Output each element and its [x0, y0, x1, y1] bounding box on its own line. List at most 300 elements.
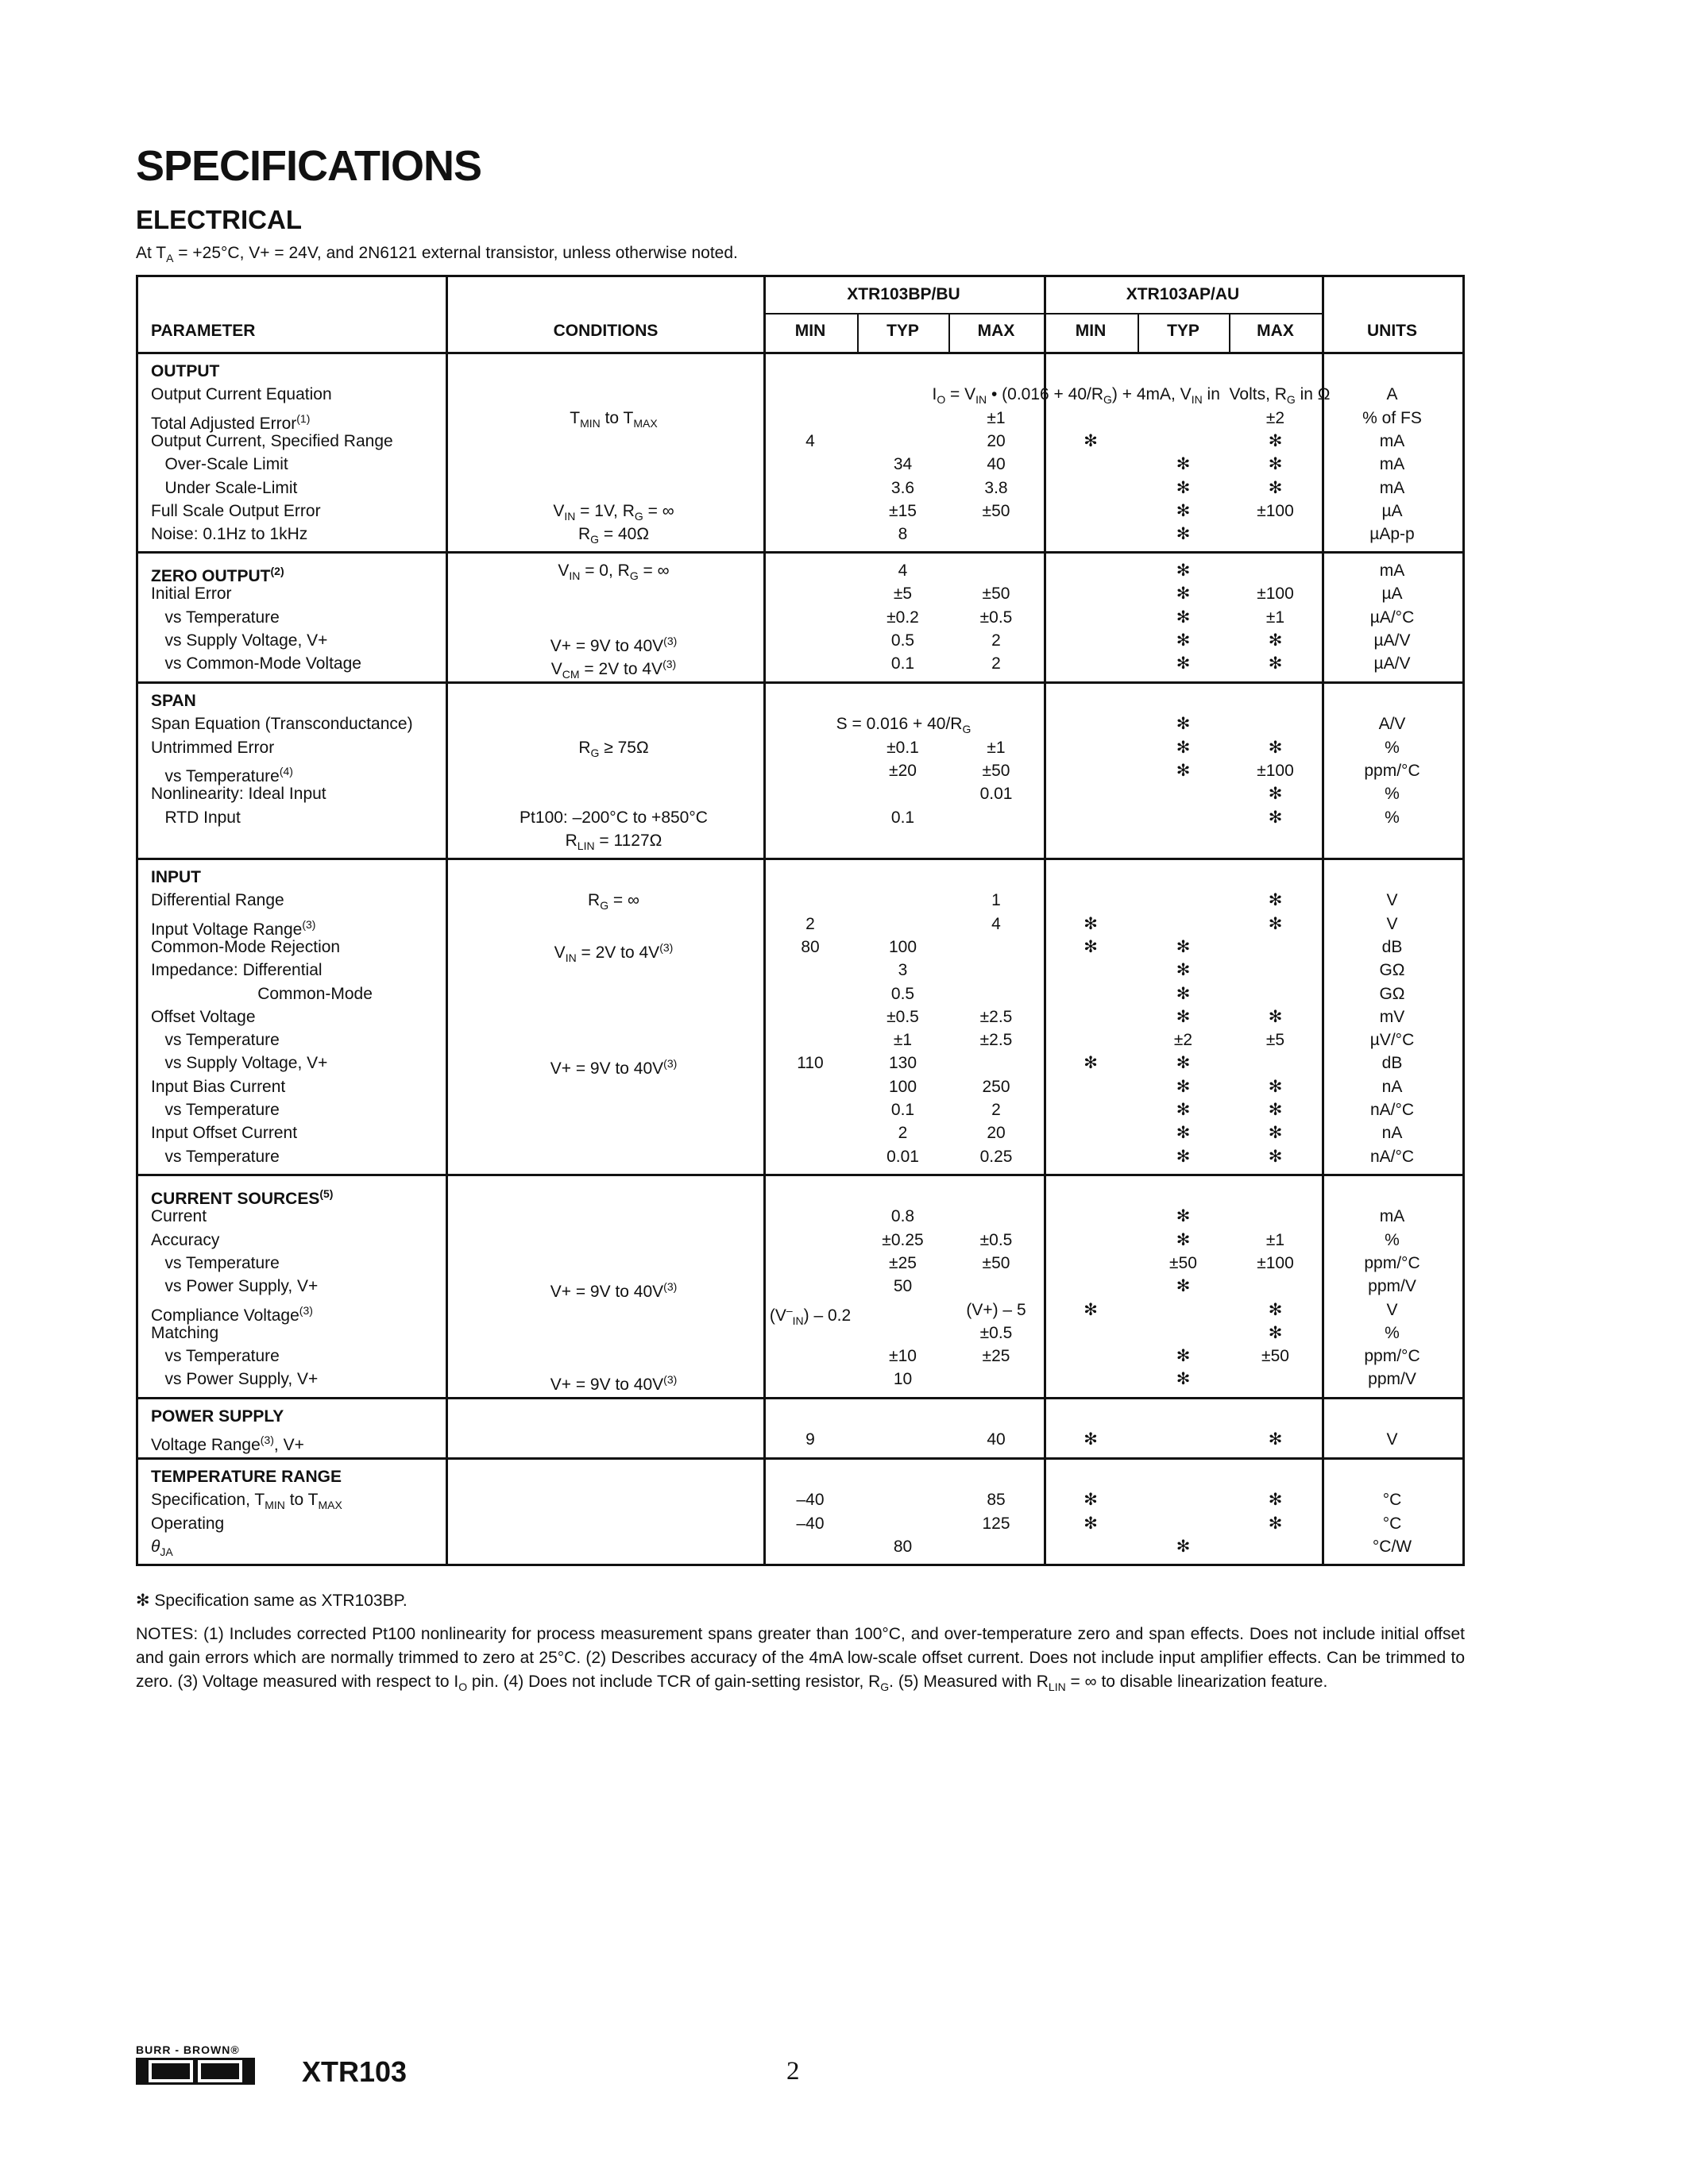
- table-row: [138, 1028, 1462, 1052]
- units-cell: V: [1386, 1301, 1398, 1319]
- value-cell: ✻: [1176, 1078, 1191, 1096]
- parameter-cell: vs Common-Mode Voltage: [151, 654, 361, 673]
- conditions-cell: $R_G$ = ∞: [588, 891, 639, 913]
- parameter-cell: CURRENT SOURCES$^{(5)}$: [151, 1187, 334, 1208]
- parameter-cell: Impedance: Differential: [151, 961, 323, 979]
- conditions-cell: $V_{IN} = 1V$, $R_G$ = ∞: [553, 502, 674, 523]
- value-cell: 100: [888, 1078, 917, 1096]
- table-row: [138, 1121, 1462, 1145]
- units-cell: µA/V: [1373, 631, 1411, 650]
- units-cell: A/V: [1378, 715, 1406, 733]
- parameter-cell: vs Temperature: [151, 1347, 280, 1365]
- value-cell: 0.8: [890, 1207, 915, 1225]
- col-header-parameter: PARAMETER: [151, 322, 256, 340]
- value-cell: 1: [991, 891, 1001, 909]
- bb-logo-icon: [136, 2058, 255, 2085]
- table-header: [138, 277, 1462, 354]
- value-cell: ✻: [1083, 432, 1098, 450]
- conditions-cell: V+ = 9V to $40V^{(3)}$: [550, 1280, 678, 1301]
- value-cell: ±2.5: [979, 1008, 1013, 1026]
- table-row: [138, 407, 1462, 433]
- parameter-cell: Common-Mode Rejection: [151, 938, 341, 956]
- parameter-cell: vs Temperature$^{(4)}$: [151, 765, 293, 785]
- value-cell: 2: [898, 1124, 908, 1142]
- parameter-cell: Compliance Voltage$^{(3)}$: [151, 1304, 313, 1325]
- value-cell: ✻: [1176, 1008, 1191, 1026]
- units-cell: mA: [1379, 455, 1405, 473]
- value-cell: ✻: [1176, 1207, 1191, 1225]
- value-cell: ✻: [1176, 1370, 1191, 1388]
- value-cell: ✻: [1176, 585, 1191, 603]
- value-cell: ✻: [1176, 715, 1191, 733]
- value-cell: ✻: [1083, 1301, 1098, 1319]
- value-cell: ✻: [1268, 1148, 1283, 1166]
- parameter-cell: vs Temperature: [151, 1148, 280, 1166]
- units-cell: ppm/°C: [1364, 762, 1420, 780]
- parameter-cell: Current: [151, 1207, 207, 1225]
- units-cell: A: [1386, 385, 1398, 403]
- units-cell: °C/W: [1372, 1538, 1412, 1556]
- units-cell: mA: [1379, 561, 1405, 580]
- units-cell: %: [1385, 1324, 1400, 1342]
- conditions-cell: $T_{MIN}$ to $T_{MAX}$: [570, 409, 658, 430]
- table-row: [138, 1428, 1462, 1452]
- table-row: [138, 736, 1462, 760]
- parameter-cell: Output Current, Specified Range: [151, 432, 393, 450]
- parameter-cell: vs Temperature: [151, 1254, 280, 1272]
- value-cell: 0.1: [890, 1101, 915, 1119]
- units-cell: %: [1385, 785, 1400, 803]
- parameter-cell: Matching: [151, 1324, 219, 1342]
- parameter-cell: Operating: [151, 1515, 225, 1533]
- conditions-cell: V+ = 9V to $40V^{(3)}$: [550, 1373, 678, 1394]
- table-row: [138, 523, 1462, 546]
- col-header-conditions: CONDITIONS: [553, 322, 659, 340]
- value-cell: 100: [888, 938, 917, 956]
- col-header-typ: TYP: [886, 322, 919, 340]
- parameter-cell: Input Offset Current: [151, 1124, 298, 1142]
- table-row: [138, 606, 1462, 630]
- table-section: [138, 1399, 1462, 1460]
- part-number: XTR103: [302, 2055, 408, 2088]
- units-cell: % of FS: [1362, 409, 1422, 427]
- table-row: [138, 782, 1462, 806]
- parameter-cell: vs Supply Voltage, V+: [151, 1054, 328, 1072]
- units-cell: µA/V: [1373, 654, 1411, 673]
- table-row: [138, 866, 1462, 889]
- table-row: [138, 959, 1462, 982]
- units-cell: °C: [1382, 1491, 1402, 1509]
- units-cell: µA/°C: [1369, 608, 1415, 627]
- table-row: [138, 829, 1462, 853]
- units-cell: %: [1385, 808, 1400, 827]
- units-cell: GΩ: [1379, 961, 1405, 979]
- table-section: [138, 354, 1462, 554]
- parameter-cell: vs Temperature: [151, 1031, 280, 1049]
- parameter-cell: POWER SUPPLY: [151, 1407, 284, 1426]
- table-row: [138, 913, 1462, 939]
- value-cell: ±100: [1257, 762, 1294, 780]
- value-cell: ✻: [1176, 1231, 1191, 1249]
- footnote: ✻ Specification same as XTR103BP.: [136, 1592, 408, 1610]
- value-cell: ✻: [1083, 1430, 1098, 1449]
- parameter-cell: Noise: 0.1Hz to 1kHz: [151, 525, 308, 543]
- table-row: [138, 652, 1462, 681]
- value-cell: ±1: [1265, 1231, 1285, 1249]
- parameter-cell: Nonlinearity: Ideal Input: [151, 785, 326, 803]
- value-cell: 2: [991, 1101, 1001, 1119]
- conditions-cell: $R_G = 40\Omega$: [577, 525, 650, 546]
- table-row: [138, 1405, 1462, 1429]
- parameter-cell: Differential Range: [151, 891, 284, 909]
- value-cell: 0.5: [890, 631, 915, 650]
- parameter-cell: Full Scale Output Error: [151, 502, 321, 520]
- table-row: [138, 689, 1462, 713]
- parameter-cell: Specification, $T_{MIN}$ to $T_{MAX}$: [151, 1491, 342, 1512]
- value-cell: ±100: [1257, 585, 1294, 603]
- value-cell: 3.8: [984, 479, 1008, 497]
- value-cell: 2: [991, 631, 1001, 650]
- parameter-cell: Untrimmed Error: [151, 739, 275, 757]
- parameter-cell: Over-Scale Limit: [151, 455, 288, 473]
- value-cell: ✻: [1176, 525, 1191, 543]
- value-cell: ✻: [1176, 762, 1191, 780]
- units-cell: µV/°C: [1369, 1031, 1415, 1049]
- section-subtitle: ELECTRICAL: [136, 205, 302, 234]
- parameter-cell: Input Voltage Range$^{(3)}$: [151, 918, 316, 939]
- value-cell: 4: [898, 561, 908, 580]
- col-header-units: UNITS: [1367, 322, 1417, 340]
- table-row: [138, 759, 1462, 783]
- value-cell: ✻: [1268, 1430, 1283, 1449]
- conditions-cell: V+ = 9V to $40V^{(3)}$: [550, 1057, 678, 1078]
- value-cell: 3: [898, 961, 908, 979]
- units-cell: dB: [1381, 1054, 1403, 1072]
- value-cell: ±50: [982, 585, 1010, 603]
- value-cell: ✻: [1176, 455, 1191, 473]
- table-row: [138, 1229, 1462, 1252]
- value-cell: –40: [796, 1515, 825, 1533]
- value-cell: ✻: [1268, 739, 1283, 757]
- parameter-cell: Output Current Equation: [151, 385, 332, 403]
- value-cell: ±50: [982, 1254, 1010, 1272]
- notes: NOTES: (1) Includes corrected Pt100 nonlinearity for process measurement spans greater than 100°C, and over-temperature zero and span effects. Does not include initial offset and gain errors which are normally trimmed to zero at 25°C. (2) Describes accuracy of the 4mA low-scale offset current. Does not include input amplifier effects. Can be trimmed to zero. (3) Voltage measured with respect to $I_O$ pin. (4) Does not include TCR of gain-setting resistor, $R_G$. (5) Measured with $R_{LIN}$ = ∞ to disable linearization feature.: [136, 1625, 1465, 1694]
- value-cell: 0.1: [890, 808, 915, 827]
- units-cell: %: [1385, 739, 1400, 757]
- units-cell: ppm/V: [1368, 1370, 1416, 1388]
- parameter-cell: TEMPERATURE RANGE: [151, 1468, 342, 1486]
- units-cell: %: [1385, 1231, 1400, 1249]
- value-cell: ✻: [1176, 608, 1191, 627]
- value-cell: ✻: [1176, 1347, 1191, 1365]
- page-title: SPECIFICATIONS: [136, 142, 482, 190]
- table-section: [138, 860, 1462, 1176]
- table-row: [138, 629, 1462, 653]
- value-cell: ±0.1: [886, 739, 919, 757]
- table-row: [138, 430, 1462, 453]
- value-cell: $(V^-_{IN}) - 0.2$: [769, 1304, 852, 1328]
- parameter-cell: RTD Input: [151, 808, 241, 827]
- units-cell: nA: [1381, 1078, 1403, 1096]
- test-conditions: At $T_A = +25^\circ C$, V+ = 24V, and 2N6121 external transistor, unless otherwise noted.: [136, 244, 738, 265]
- value-cell: ✻: [1176, 1277, 1191, 1295]
- parameter-cell: $\theta_{JA}$: [151, 1538, 173, 1559]
- value-cell: (V+) – 5: [966, 1301, 1026, 1319]
- value-cell: ±1: [893, 1031, 913, 1049]
- specifications-table: [136, 275, 1465, 1566]
- conditions-cell: $V_{IN} = 2V$ to $4V^{(3)}$: [554, 941, 674, 965]
- value-cell: ±10: [889, 1347, 917, 1365]
- value-cell: ±2.5: [979, 1031, 1013, 1049]
- table-row: [138, 360, 1462, 384]
- parameter-cell: vs Power Supply, V+: [151, 1370, 319, 1388]
- value-cell: 50: [893, 1277, 913, 1295]
- table-row: [138, 500, 1462, 523]
- parameter-cell: vs Power Supply, V+: [151, 1277, 319, 1295]
- table-row: [138, 1535, 1462, 1559]
- conditions-cell: $R_{LIN} = 1127\Omega$: [565, 832, 662, 853]
- table-row: [138, 477, 1462, 500]
- value-cell: ±1: [987, 409, 1006, 427]
- value-cell: ✻: [1268, 1101, 1283, 1119]
- table-row: [138, 1298, 1462, 1328]
- parameter-cell: vs Temperature: [151, 1101, 280, 1119]
- parameter-cell: Accuracy: [151, 1231, 220, 1249]
- value-cell: ✻: [1268, 915, 1283, 933]
- parameter-cell: INPUT: [151, 868, 201, 886]
- table-row: [138, 1465, 1462, 1489]
- parameter-cell: Span Equation (Transconductance): [151, 715, 413, 733]
- table-row: [138, 582, 1462, 606]
- units-cell: mA: [1379, 1207, 1405, 1225]
- table-row: [138, 1368, 1462, 1394]
- value-cell: ✻: [1268, 432, 1283, 450]
- parameter-cell: Voltage Range$^{(3)}$, V+: [151, 1433, 304, 1454]
- value-cell: 4: [991, 915, 1001, 933]
- group-header-bp: XTR103BP/BU: [847, 285, 960, 303]
- col-header-max-2: MAX: [1257, 322, 1294, 340]
- value-cell: 20: [987, 432, 1006, 450]
- value-cell: ±0.2: [886, 608, 919, 627]
- table-row: [138, 1252, 1462, 1275]
- value-cell: ✻: [1176, 561, 1191, 580]
- value-cell: 2: [991, 654, 1001, 673]
- parameter-cell: vs Supply Voltage, V+: [151, 631, 328, 650]
- value-cell: ✻: [1268, 891, 1283, 909]
- table-section: [138, 1176, 1462, 1399]
- table-row: [138, 1005, 1462, 1029]
- value-cell: ±0.5: [979, 1324, 1013, 1342]
- value-cell: 85: [987, 1491, 1006, 1509]
- units-cell: V: [1386, 891, 1398, 909]
- value-cell: ±0.5: [886, 1008, 919, 1026]
- value-cell: ±2: [1265, 409, 1285, 427]
- value-cell: ✻: [1083, 938, 1098, 956]
- table-section: [138, 554, 1462, 684]
- value-cell: ✻: [1268, 785, 1283, 803]
- value-cell: 20: [987, 1124, 1006, 1142]
- value-cell: ±20: [889, 762, 917, 780]
- value-cell: 0.01: [886, 1148, 919, 1166]
- value-cell: 40: [987, 1430, 1006, 1449]
- value-cell: ±5: [893, 585, 913, 603]
- value-cell: ✻: [1176, 1538, 1191, 1556]
- parameter-cell: Common-Mode: [151, 985, 373, 1003]
- table-row: [138, 1322, 1462, 1345]
- units-cell: µA: [1381, 502, 1403, 520]
- value-cell: ✻: [1268, 479, 1283, 497]
- value-cell: ±1: [987, 739, 1006, 757]
- logo-text: BURR - BROWN®: [136, 2043, 240, 2056]
- value-cell: ±100: [1257, 502, 1294, 520]
- value-cell: ✻: [1176, 1148, 1191, 1166]
- table-row: [138, 1098, 1462, 1122]
- value-cell: ±50: [1261, 1347, 1289, 1365]
- value-cell: 0.1: [890, 654, 915, 673]
- col-header-min-2: MIN: [1075, 322, 1107, 340]
- col-header-max: MAX: [977, 322, 1015, 340]
- value-cell: ±50: [982, 762, 1010, 780]
- value-cell: 8: [898, 525, 908, 543]
- value-cell: 250: [982, 1078, 1010, 1096]
- units-cell: ppm/°C: [1364, 1254, 1420, 1272]
- value-cell: 0.25: [979, 1148, 1013, 1166]
- table-row: [138, 1075, 1462, 1099]
- table-row: [138, 1345, 1462, 1368]
- table-row: [138, 889, 1462, 913]
- value-cell: ✻: [1083, 915, 1098, 933]
- table-row: [138, 1145, 1462, 1169]
- parameter-cell: ZERO OUTPUT$^{(2)}$: [151, 565, 284, 585]
- table-row: [138, 1182, 1462, 1206]
- table-row: [138, 1512, 1462, 1536]
- value-cell: ✻: [1268, 1324, 1283, 1342]
- value-cell: ✻: [1176, 985, 1191, 1003]
- parameter-cell: Input Bias Current: [151, 1078, 286, 1096]
- value-cell: ✻: [1083, 1515, 1098, 1533]
- parameter-cell: Offset Voltage: [151, 1008, 256, 1026]
- value-cell: 10: [893, 1370, 913, 1388]
- table-section: [138, 1460, 1462, 1564]
- units-cell: mA: [1379, 432, 1405, 450]
- parameter-cell: Total Adjusted Error$^{(1)}$: [151, 412, 311, 433]
- value-cell: ✻: [1268, 808, 1283, 827]
- units-cell: ppm/°C: [1364, 1347, 1420, 1365]
- value-cell: ✻: [1176, 1101, 1191, 1119]
- value-cell: ✻: [1268, 654, 1283, 673]
- value-cell: ±5: [1265, 1031, 1285, 1049]
- value-cell: ✻: [1268, 1491, 1283, 1509]
- value-cell: ±25: [982, 1347, 1010, 1365]
- value-cell: 3.6: [890, 479, 915, 497]
- units-cell: V: [1386, 915, 1398, 933]
- value-cell: ✻: [1176, 1054, 1191, 1072]
- units-cell: dB: [1381, 938, 1403, 956]
- units-cell: nA/°C: [1369, 1101, 1415, 1119]
- parameter-cell: Initial Error: [151, 585, 232, 603]
- conditions-cell: V+ = 9V to $40V^{(3)}$: [550, 635, 678, 655]
- conditions-cell: Pt100: –200°C to +850°C: [520, 808, 708, 827]
- parameter-cell: Under Scale-Limit: [151, 479, 298, 497]
- value-cell: 80: [801, 938, 820, 956]
- units-cell: °C: [1382, 1515, 1402, 1533]
- page-number: 2: [786, 2057, 800, 2086]
- parameter-cell: OUTPUT: [151, 362, 220, 380]
- value-cell: ✻: [1083, 1054, 1098, 1072]
- value-cell: ✻: [1268, 631, 1283, 650]
- table-row: [138, 806, 1462, 830]
- units-cell: GΩ: [1379, 985, 1405, 1003]
- value-cell: ✻: [1176, 631, 1191, 650]
- value-cell: ±0.5: [979, 1231, 1013, 1249]
- value-cell: ±0.5: [979, 608, 1013, 627]
- value-cell: 2: [805, 915, 815, 933]
- value-cell: ±100: [1257, 1254, 1294, 1272]
- value-cell: 125: [982, 1515, 1010, 1533]
- value-cell: 4: [805, 432, 815, 450]
- value-cell: ±0.25: [882, 1231, 924, 1249]
- value-cell: ✻: [1176, 654, 1191, 673]
- burr-brown-logo: [136, 2043, 255, 2085]
- col-header-typ-2: TYP: [1167, 322, 1199, 340]
- table-section: [138, 684, 1462, 860]
- table-row: [138, 1205, 1462, 1229]
- value-cell: ✻: [1268, 1301, 1283, 1319]
- table-row: [138, 1275, 1462, 1301]
- value-cell: ✻: [1176, 1124, 1191, 1142]
- value-cell: ±2: [1173, 1031, 1193, 1049]
- value-cell: 80: [893, 1538, 913, 1556]
- value-cell: 9: [805, 1430, 815, 1449]
- units-cell: nA: [1381, 1124, 1403, 1142]
- value-cell: ±25: [889, 1254, 917, 1272]
- col-header-min: MIN: [794, 322, 826, 340]
- value-cell: 0.5: [890, 985, 915, 1003]
- conditions-cell: $V_{IN} = 0$, $R_G$ = ∞: [558, 561, 670, 583]
- value-cell: 130: [888, 1054, 917, 1072]
- value-cell: ±15: [889, 502, 917, 520]
- equation-cell: $S = 0.016 + 40/R_G$: [836, 715, 971, 736]
- table-row: [138, 712, 1462, 736]
- units-cell: µA: [1381, 585, 1403, 603]
- value-cell: –40: [796, 1491, 825, 1509]
- conditions-cell: $V_{CM} = 2V$ to $4V^{(3)}$: [550, 658, 677, 681]
- value-cell: ✻: [1176, 739, 1191, 757]
- table-row: [138, 936, 1462, 965]
- units-cell: µAp-p: [1369, 525, 1415, 543]
- table-row: [138, 1488, 1462, 1512]
- group-header-ap: XTR103AP/AU: [1126, 285, 1240, 303]
- value-cell: 40: [987, 455, 1006, 473]
- value-cell: ✻: [1268, 1078, 1283, 1096]
- table-row: [138, 453, 1462, 477]
- value-cell: ✻: [1268, 1515, 1283, 1533]
- value-cell: ±1: [1265, 608, 1285, 627]
- value-cell: ✻: [1268, 1124, 1283, 1142]
- equation-cell: $I_O = V_{IN}$ • $(0.016 + 40/R_G) + 4mA$, $V_{IN}$ in Volts, $R_G$ in Ω: [932, 385, 1331, 407]
- value-cell: ✻: [1176, 502, 1191, 520]
- units-cell: V: [1386, 1430, 1398, 1449]
- value-cell: ±50: [1169, 1254, 1197, 1272]
- parameter-cell: vs Temperature: [151, 608, 280, 627]
- parameter-cell: SPAN: [151, 692, 196, 710]
- value-cell: 34: [893, 455, 913, 473]
- table-row: [138, 383, 1462, 407]
- value-cell: 110: [797, 1054, 824, 1072]
- value-cell: ✻: [1268, 455, 1283, 473]
- value-cell: ✻: [1083, 1491, 1098, 1509]
- conditions-cell: $R_G \ge 75\Omega$: [578, 739, 649, 760]
